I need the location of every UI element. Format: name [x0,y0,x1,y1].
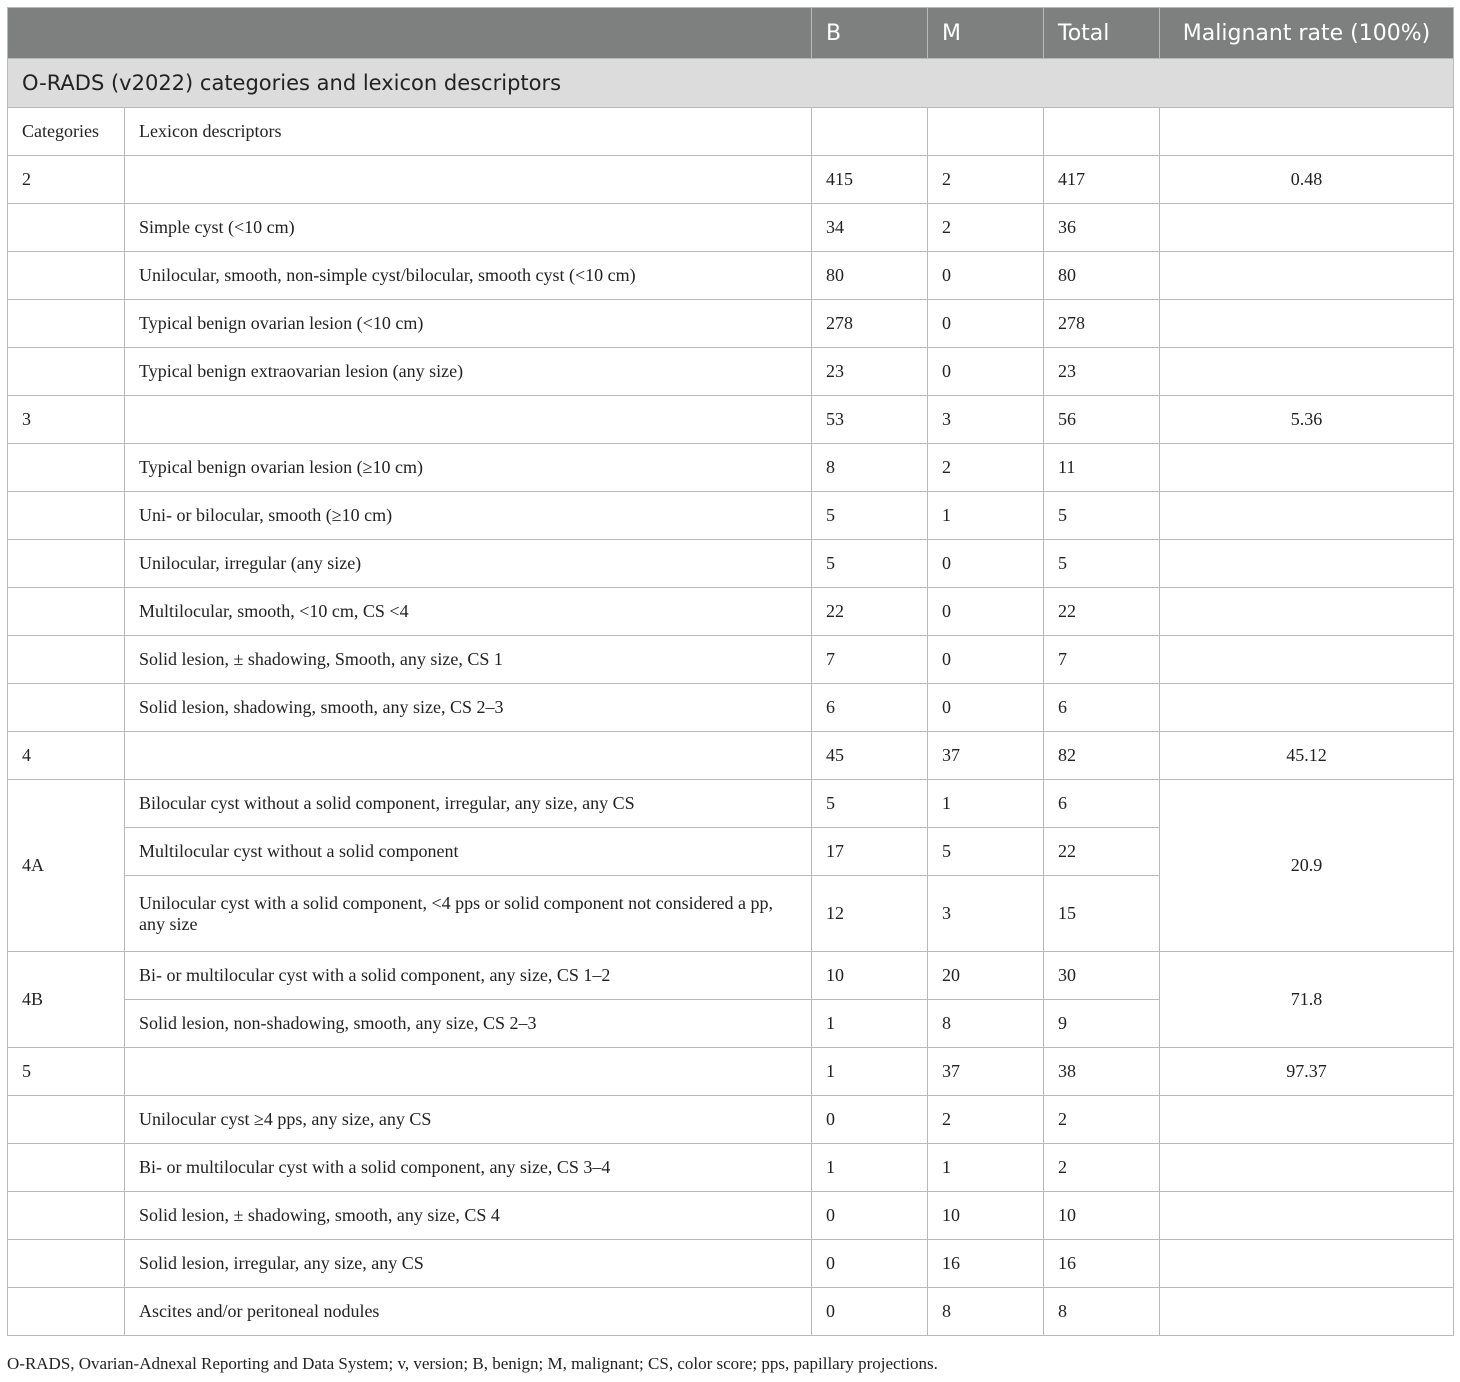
cell-rate [1160,684,1454,732]
cell-total: 30 [1044,952,1160,1000]
cell-m: 16 [928,1240,1044,1288]
cell-category: 2 [8,156,125,204]
cell-total: 22 [1044,828,1160,876]
cell-rate: 71.8 [1160,952,1454,1048]
subheader-lexicon: Lexicon descriptors [125,108,812,156]
cell-total: 56 [1044,396,1160,444]
table-row [8,636,1454,684]
cell-descriptor [125,1048,812,1096]
cell-descriptor: Solid lesion, ± shadowing, smooth, any size, CS 4 [125,1192,812,1240]
cell-b: 0 [812,1288,928,1336]
cell-b: 7 [812,636,928,684]
cell-b: 8 [812,444,928,492]
cell-total: 38 [1044,1048,1160,1096]
cell-category [8,348,125,396]
cell-category [8,1288,125,1336]
cell-descriptor: Typical benign ovarian lesion (≥10 cm) [125,444,812,492]
subheader-row [8,108,1454,156]
table-row [8,1288,1454,1336]
cell-total: 15 [1044,876,1160,952]
cell-b: 6 [812,684,928,732]
cell-m: 3 [928,876,1044,952]
table-row [8,444,1454,492]
subheader-categories: Categories [8,108,125,156]
cell-descriptor: Bilocular cyst without a solid component, irregular, any size, any CS [125,780,812,828]
cell-descriptor: Typical benign extraovarian lesion (any size) [125,348,812,396]
cell-category [8,252,125,300]
table-row [8,588,1454,636]
cell-m: 37 [928,1048,1044,1096]
cell-rate [1160,300,1454,348]
cell-b: 10 [812,952,928,1000]
cell-category: 5 [8,1048,125,1096]
cell-rate [1160,492,1454,540]
table-row [8,1048,1454,1096]
oradss-table [7,7,1454,1336]
cell-rate [1160,1144,1454,1192]
table-row [8,1192,1454,1240]
table-row [8,348,1454,396]
cell-b: 415 [812,156,928,204]
cell-descriptor: Simple cyst (<10 cm) [125,204,812,252]
cell-b: 0 [812,1096,928,1144]
cell-category: 4 [8,732,125,780]
cell-b: 22 [812,588,928,636]
cell-descriptor [125,156,812,204]
cell-total: 11 [1044,444,1160,492]
cell-category: 4B [8,952,125,1048]
cell-m: 0 [928,684,1044,732]
cell-category: 3 [8,396,125,444]
cell-b: 0 [812,1240,928,1288]
cell-b: 12 [812,876,928,952]
cell-total: 80 [1044,252,1160,300]
cell-descriptor: Ascites and/or peritoneal nodules [125,1288,812,1336]
cell-category [8,444,125,492]
cell-total: 6 [1044,684,1160,732]
cell-total: 9 [1044,1000,1160,1048]
cell-total: 8 [1044,1288,1160,1336]
cell-m: 1 [928,780,1044,828]
cell-b: 5 [812,540,928,588]
cell-descriptor: Multilocular, smooth, <10 cm, CS <4 [125,588,812,636]
cell-m: 2 [928,444,1044,492]
cell-descriptor: Solid lesion, irregular, any size, any CS [125,1240,812,1288]
cell-rate: 97.37 [1160,1048,1454,1096]
cell-total: 82 [1044,732,1160,780]
section-title: O-RADS (v2022) categories and lexicon descriptors [8,59,1454,108]
cell-category: 4A [8,780,125,952]
cell-category [8,1192,125,1240]
cell-m: 2 [928,156,1044,204]
cell-m: 1 [928,1144,1044,1192]
table-row [8,492,1454,540]
table-row [8,732,1454,780]
cell-b: 1 [812,1048,928,1096]
cell-m: 20 [928,952,1044,1000]
table-header-row [8,8,1454,59]
cell-category [8,1096,125,1144]
table-row [8,1144,1454,1192]
cell-b: 23 [812,348,928,396]
cell-total: 5 [1044,492,1160,540]
cell-total: 16 [1044,1240,1160,1288]
table-row [8,300,1454,348]
cell-m: 10 [928,1192,1044,1240]
cell-m: 3 [928,396,1044,444]
cell-descriptor: Unilocular, irregular (any size) [125,540,812,588]
cell-total: 6 [1044,780,1160,828]
cell-m: 8 [928,1288,1044,1336]
cell-total: 23 [1044,348,1160,396]
cell-category [8,1144,125,1192]
cell-descriptor: Unilocular cyst ≥4 pps, any size, any CS [125,1096,812,1144]
cell-category [8,636,125,684]
cell-descriptor: Solid lesion, shadowing, smooth, any size, CS 2–3 [125,684,812,732]
header-category [8,8,812,59]
table-row [8,252,1454,300]
cell-descriptor: Unilocular cyst with a solid component, <4 pps or solid component not considered a pp, any size [125,876,812,952]
cell-descriptor: Bi- or multilocular cyst with a solid component, any size, CS 1–2 [125,952,812,1000]
cell-m: 5 [928,828,1044,876]
cell-m: 2 [928,1096,1044,1144]
cell-m: 2 [928,204,1044,252]
cell-b: 45 [812,732,928,780]
cell-total: 5 [1044,540,1160,588]
cell-rate: 45.12 [1160,732,1454,780]
cell-m: 0 [928,348,1044,396]
section-title-row [8,59,1454,108]
cell-rate [1160,204,1454,252]
table-row [8,396,1454,444]
cell-rate: 0.48 [1160,156,1454,204]
cell-m: 0 [928,540,1044,588]
cell-b: 53 [812,396,928,444]
cell-descriptor [125,732,812,780]
cell-b: 34 [812,204,928,252]
cell-category [8,1240,125,1288]
header-total: Total [1044,8,1160,59]
cell-total: 36 [1044,204,1160,252]
cell-rate [1160,348,1454,396]
cell-rate: 5.36 [1160,396,1454,444]
header-malignant-rate: Malignant rate (100%) [1160,8,1454,59]
cell-b: 278 [812,300,928,348]
cell-b: 1 [812,1144,928,1192]
cell-b: 1 [812,1000,928,1048]
cell-b: 5 [812,780,928,828]
cell-m: 0 [928,300,1044,348]
cell-descriptor: Unilocular, smooth, non-simple cyst/bilocular, smooth cyst (<10 cm) [125,252,812,300]
cell-m: 1 [928,492,1044,540]
cell-b: 17 [812,828,928,876]
header-b: B [812,8,928,59]
cell-m: 8 [928,1000,1044,1048]
cell-m: 37 [928,732,1044,780]
cell-rate [1160,444,1454,492]
table-row [8,1240,1454,1288]
cell-descriptor [125,396,812,444]
cell-category [8,300,125,348]
cell-m: 0 [928,252,1044,300]
cell-category [8,204,125,252]
cell-b: 0 [812,1192,928,1240]
cell-category [8,588,125,636]
cell-descriptor: Solid lesion, non-shadowing, smooth, any size, CS 2–3 [125,1000,812,1048]
header-m: M [928,8,1044,59]
cell-total: 2 [1044,1096,1160,1144]
cell-rate [1160,588,1454,636]
table-row [8,540,1454,588]
cell-rate [1160,636,1454,684]
cell-b: 5 [812,492,928,540]
cell-m: 0 [928,636,1044,684]
table-row [8,684,1454,732]
cell-descriptor: Typical benign ovarian lesion (<10 cm) [125,300,812,348]
table-row [8,952,1454,1000]
cell-total: 278 [1044,300,1160,348]
table-row [8,204,1454,252]
cell-descriptor: Bi- or multilocular cyst with a solid component, any size, CS 3–4 [125,1144,812,1192]
cell-total: 22 [1044,588,1160,636]
cell-total: 7 [1044,636,1160,684]
cell-rate [1160,1240,1454,1288]
cell-total: 10 [1044,1192,1160,1240]
cell-descriptor: Uni- or bilocular, smooth (≥10 cm) [125,492,812,540]
cell-category [8,684,125,732]
cell-rate [1160,1096,1454,1144]
table-row [8,1096,1454,1144]
footnote: O-RADS, Ovarian-Adnexal Reporting and Data System; v, version; B, benign; M, malignant; CS, color score; pps, papillary projections. [7,1354,938,1373]
cell-total: 417 [1044,156,1160,204]
cell-category [8,492,125,540]
cell-category [8,540,125,588]
cell-rate [1160,1288,1454,1336]
cell-descriptor: Multilocular cyst without a solid component [125,828,812,876]
table-row [8,156,1454,204]
cell-m: 0 [928,588,1044,636]
table-row [8,780,1454,828]
cell-b: 80 [812,252,928,300]
cell-total: 2 [1044,1144,1160,1192]
cell-rate [1160,1192,1454,1240]
cell-rate [1160,252,1454,300]
cell-rate: 20.9 [1160,780,1454,952]
cell-rate [1160,540,1454,588]
cell-descriptor: Solid lesion, ± shadowing, Smooth, any size, CS 1 [125,636,812,684]
